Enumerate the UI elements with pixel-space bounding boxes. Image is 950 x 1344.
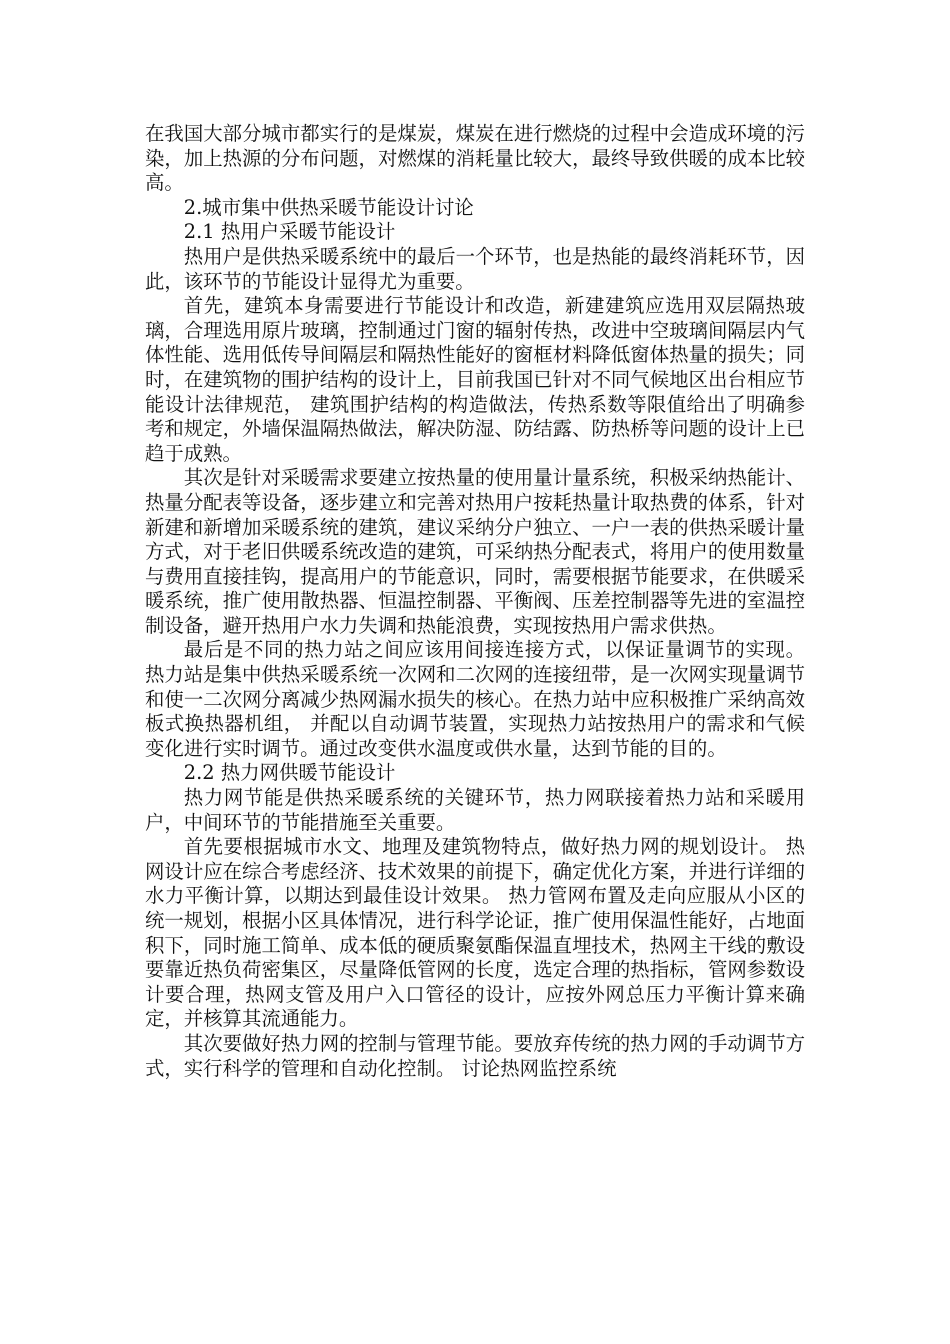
document-body (145, 122, 805, 1081)
subsection-heading-2-1: 2.1 热用户采暖节能设计 (183, 220, 396, 244)
paragraph-6: 热力网节能是供热采暖系统的关键环节，热力网联接着热力站和采暖用户，中间环节的节能措施至关重要。 (145, 786, 805, 834)
paragraph-3: 首先，建筑本身需要进行节能设计和改造，新建建筑应选用双层隔热玻璃，合理选用原片玻璃，控制通过门窗的辐射传热，改进中空玻璃间隔层内气体性能、选用低传导间隔层和隔热性能好的窗框材料降低窗体热量的损失；同时，在建筑物的围护结构的设计上，目前我国已针对不同气候地区出台相应节能设计法律规范， 建筑围护结构的构造做法，传热系数等限值给出了明确参考和规定，外墙保温隔热做法，解决防湿、防结露、防热桥等问题的设计上已趋于成熟。 (145, 294, 805, 465)
paragraph-8: 其次要做好热力网的控制与管理节能。要放弃传统的热力网的手动调节方式，实行科学的管理和自动化控制。 讨论热网监控系统 (145, 1031, 805, 1080)
paragraph-2: 热用户是供热采暖系统中的最后一个环节，也是热能的最终消耗环节，因此，该环节的节能设计显得尤为重要。 (145, 244, 805, 293)
paragraph-7: 首先要根据城市水文、地理及建筑物特点，做好热力网的规划设计。 热网设计应在综合考虑经济、技术效果的前提下，确定优化方案，并进行详细的水力平衡计算，以期达到最佳设计效果。 热力管网布置及走向应服从小区的统一规划，根据小区具体情况，进行科学论证，推广使用保温性能好，占地面积下，同时施工简单、成本低的硬质聚氨酯保温直埋技术，热网主干线的敷设要靠近热负荷密集区，尽量降低管网的长度，选定合理的热指标，管网参数设计要合理，热网支管及用户入口管径的设计，应按外网总压力平衡计算来确定，并核算其流通能力。 (145, 835, 805, 1031)
paragraph-4: 其次是针对采暖需求要建立按热量的使用量计量系统，积极采纳热能计、热量分配表等设备，逐步建立和完善对热用户按耗热量计取热费的体系，针对新建和新增加采暖系统的建筑，建议采纳分户独立、一户一表的供热采暖计量方式，对于老旧供暖系统改造的建筑，可采纳热分配表式，将用户的使用数量与费用直接挂钩，提高用户的节能意识，同时，需要根据节能要求，在供暖采暖系统，推广使用散热器、恒温控制器、平衡阀、压差控制器等先进的室温控制设备，避开热用户水力失调和热能浪费，实现按热用户需求供热。 (145, 466, 805, 637)
subsection-heading-2-2: 2.2 热力网供暖节能设计 (183, 761, 396, 785)
paragraph-5: 最后是不同的热力站之间应该用间接连接方式，以保证量调节的实现。 热力站是集中供热采暖系统一次网和二次网的连接纽带，是一次网实现量调节和使一二次网分离减少热网漏水损失的核心。在热力站中应积极推广采纳高效板式换热器机组， 并配以自动调节装置，实现热力站按热用户的需求和气候变化进行实时调节。通过改变供水温度或供水量，达到节能的目的。 (145, 638, 805, 760)
paragraph-1: 在我国大部分城市都实行的是煤炭，煤炭在进行燃烧的过程中会造成环境的污染，加上热源的分布问题，对燃煤的消耗量比较大，最终导致供暖的成本比较高。 (145, 122, 805, 195)
section-heading-2: 2.城市集中供热采暖节能设计讨论 (183, 195, 474, 219)
